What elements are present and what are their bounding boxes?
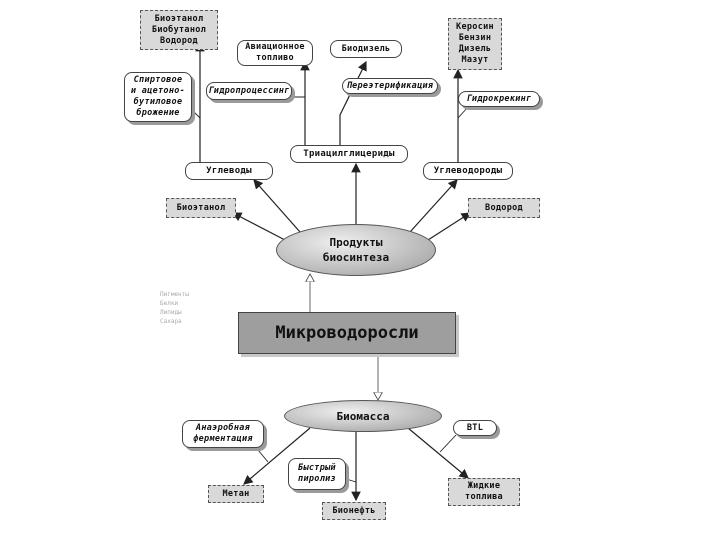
process-hydrocracking: Гидрокрекинг <box>458 91 540 107</box>
node-triglycerides: Триацилглицериды <box>290 145 408 163</box>
process-btl: BTL <box>453 420 497 436</box>
process-fermentation: Спиртовое и ацетоно- бутиловое брожение <box>124 72 192 122</box>
node-biosynthesis-products: Продукты биосинтеза <box>276 224 436 276</box>
process-transesterification: Переэтерификация <box>342 78 438 94</box>
pointer-hydrocracking <box>458 107 468 118</box>
pointer-anaerobic <box>258 450 268 462</box>
process-fast-pyrolysis: Быстрый пиролиз <box>288 458 346 490</box>
arrow-products-to-carbohydrates <box>254 180 300 232</box>
faint-components-list: Пигменты Белки Липиды Сахара <box>160 291 189 325</box>
arrow-products-to-bioethanol <box>233 213 285 240</box>
node-biodiesel: Биодизель <box>330 40 402 58</box>
process-hydroprocessing: Гидропроцессинг <box>206 82 292 100</box>
node-carbohydrates: Углеводы <box>185 162 273 180</box>
node-biomass: Биомасса <box>284 400 442 432</box>
node-bioethanol: Биоэтанол <box>166 198 236 218</box>
process-anaerobic: Анаэробная ферментация <box>182 420 264 448</box>
node-aviation-fuel: Авиационное топливо <box>237 40 313 66</box>
node-bioethanol-group: Биоэтанол Биобутанол Водород <box>140 10 218 50</box>
node-hydrogen: Водород <box>468 198 540 218</box>
node-methane: Метан <box>208 485 264 503</box>
pointer-transesterification <box>345 94 350 105</box>
node-bio-oil: Бионефть <box>322 502 386 520</box>
arrow-products-to-hydrocarbons <box>410 180 457 232</box>
node-microalgae: Микроводоросли <box>238 312 456 354</box>
node-hydrocarbons: Углеводороды <box>423 162 513 180</box>
arrow-products-to-hydrogen <box>428 213 470 240</box>
node-liquid-fuels: Жидкие топлива <box>448 478 520 506</box>
node-kerosene-group: Керосин Бензин Дизель Мазут <box>448 18 502 70</box>
arrow-triglycerides-to-biodiesel <box>340 62 366 147</box>
pointer-btl <box>440 435 456 452</box>
